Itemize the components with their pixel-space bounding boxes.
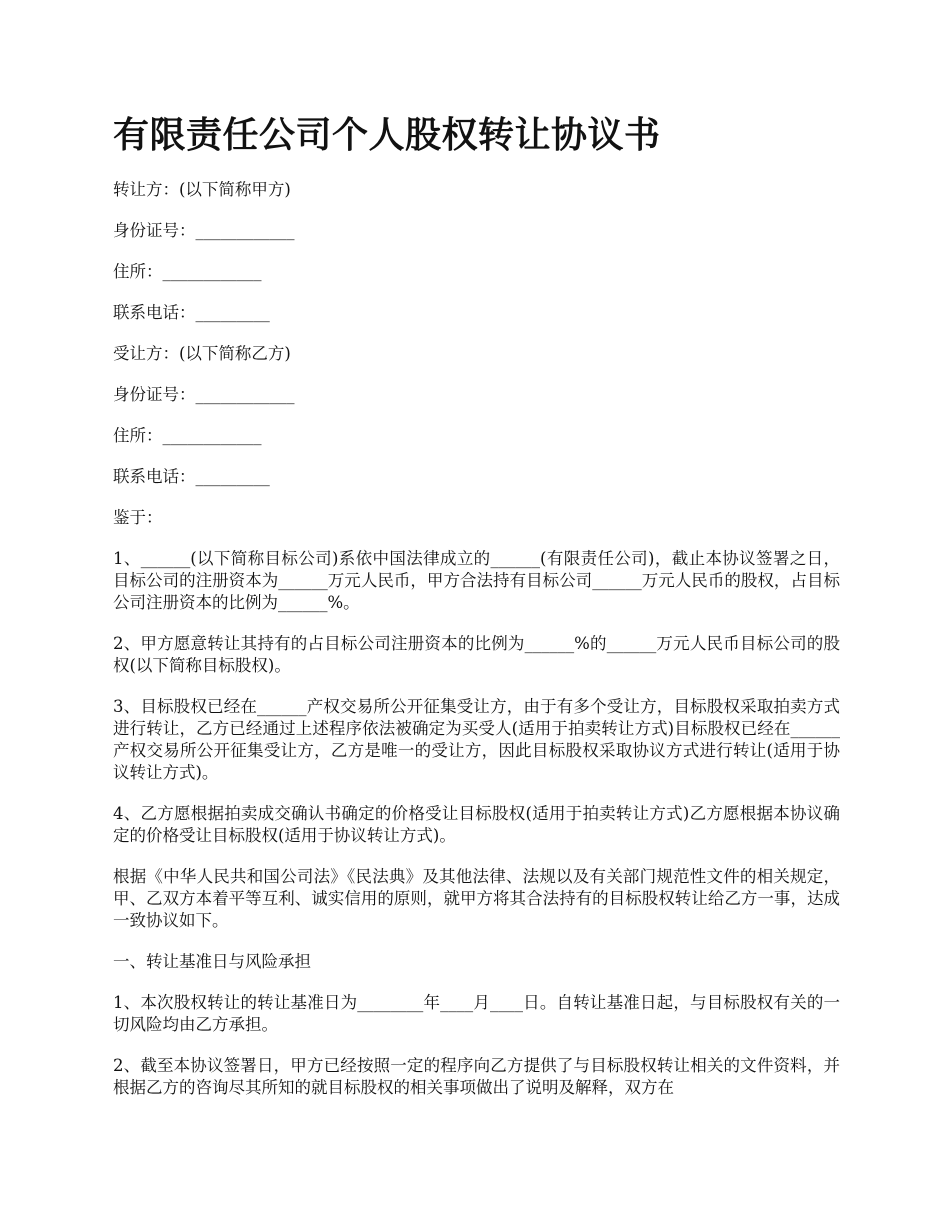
transferor-address-line: 住所：____________ bbox=[113, 262, 262, 281]
document-title: 有限责任公司个人股权转让协议书 bbox=[113, 115, 661, 156]
transferee-label: 受让方：(以下简称乙方) bbox=[113, 344, 291, 363]
whereas-item: 4、乙方愿根据拍卖成交确认书确定的价格受让目标股权(适用于拍卖转让方式)乙方愿根据本协议确定的价格受让目标股权(适用于协议转让方式)。 bbox=[113, 804, 840, 845]
transferee-id-line: 身份证号：____________ bbox=[113, 385, 295, 404]
section-clause: 1、本次股权转让的转让基准日为________年____月____日。自转让基准日起，与目标股权有关的一切风险均由乙方承担。 bbox=[113, 993, 840, 1034]
transferee-address-line: 住所：____________ bbox=[113, 426, 262, 445]
section-heading: 一、转让基准日与风险承担 bbox=[113, 952, 311, 971]
document-body bbox=[113, 112, 840, 1099]
whereas-item: 1、______(以下简称目标公司)系依中国法律成立的______(有限责任公司)，截止本协议签署之日，目标公司的注册资本为______万元人民币，甲方合法持有目标公司______万元人民币的股权，占目标公司注册资本的比例为______%。 bbox=[113, 549, 840, 612]
transferee-phone-line: 联系电话：_________ bbox=[113, 467, 270, 486]
whereas-item: 2、甲方愿意转让其持有的占目标公司注册资本的比例为______%的______万元人民币目标公司的股权(以下简称目标股权)。 bbox=[113, 634, 840, 675]
whereas-item: 3、目标股权已经在______产权交易所公开征集受让方，由于有多个受让方，目标股权采取拍卖方式进行转让，乙方已经通过上述程序依法被确定为买受人(适用于拍卖转让方式)目标股权已经在______产权交易所公开征集受让方，乙方是唯一的受让方，因此目标股权采取协议方式进行转让(适用于协议转让方式)。 bbox=[113, 697, 840, 782]
section-clause: 2、截至本协议签署日，甲方已经按照一定的程序向乙方提供了与目标股权转让相关的文件资料，并根据乙方的咨询尽其所知的就目标股权的相关事项做出了说明及解释，双方在 bbox=[113, 1056, 840, 1097]
whereas-heading: 鉴于： bbox=[113, 508, 163, 527]
transferor-id-line: 身份证号：____________ bbox=[113, 221, 295, 240]
transferor-label: 转让方：(以下简称甲方) bbox=[113, 180, 291, 199]
preamble-paragraph: 根据《中华人民共和国公司法》《民法典》及其他法律、法规以及有关部门规范性文件的相关规定，甲、乙双方本着平等互利、诚实信用的原则，就甲方将其合法持有的目标股权转让给乙方一事，达成一致协议如下。 bbox=[113, 867, 840, 930]
transferor-phone-line: 联系电话：_________ bbox=[113, 303, 270, 322]
